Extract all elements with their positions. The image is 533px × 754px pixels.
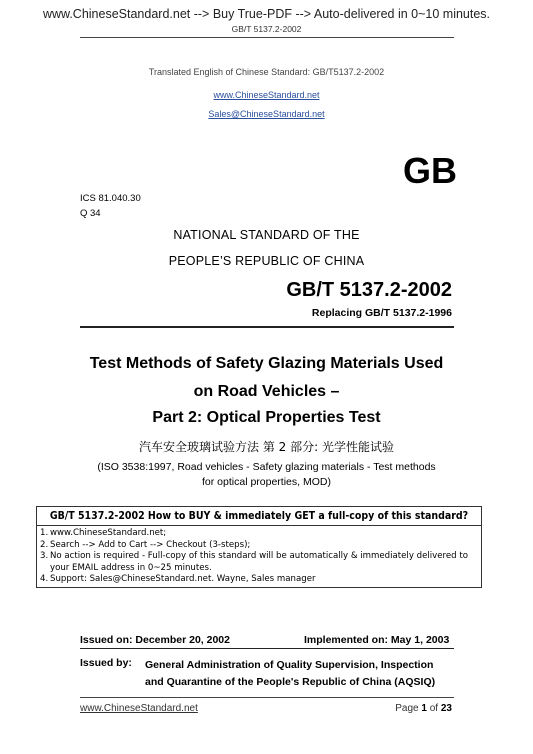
issued-by-label: Issued by: [80, 657, 132, 669]
page-number: 1 [421, 703, 427, 714]
translation-note: Translated English of Chinese Standard: GB/T5137.2-2002 [148, 67, 385, 77]
issued-by-line1: General Administration of Quality Supervision, Inspection [145, 659, 434, 671]
page-of-label: of [429, 703, 439, 714]
dates-underline [80, 648, 454, 649]
gb-logo: GB [403, 150, 457, 191]
page-total: 23 [440, 703, 452, 714]
list-item-number: 2. [40, 539, 49, 550]
issued-by-authority [145, 657, 455, 691]
footer-divider [80, 697, 454, 698]
list-item [40, 551, 480, 574]
replacing-standard: Replacing GB/T 5137.2-1996 [311, 307, 452, 319]
footer-website-link[interactable]: www.ChineseStandard.net [80, 703, 198, 714]
iso-reference: (ISO 3538:1997, Road vehicles - Safety glazing materials - Test methods for optical properties, MOD) [97, 461, 436, 488]
buy-step-website[interactable]: www.ChineseStandard.net; [50, 528, 167, 538]
national-standard-line1: NATIONAL STANDARD OF THE [173, 228, 360, 242]
list-item [40, 540, 480, 552]
standard-number: GB/T 5137.2-2002 [286, 279, 452, 301]
national-standard-line2: PEOPLE’S REPUBLIC OF CHINA [168, 254, 365, 268]
q-code: Q 34 [80, 208, 101, 219]
document-title-line3: Part 2: Optical Properties Test [152, 409, 381, 426]
header-banner: www.ChineseStandard.net --> Buy True-PDF --> Auto-delivered in 0~10 minutes. [42, 7, 491, 21]
buy-box-title: GB/T 5137.2-2002 How to BUY & immediately GET a full-copy of this standard? [49, 510, 469, 522]
document-title-line1: Test Methods of Safety Glazing Materials Used [89, 355, 444, 372]
issued-by-line2: and Quarantine of the People's Republic of China (AQSIQ) [145, 676, 436, 688]
buy-steps-list [40, 528, 480, 586]
buy-box-divider [37, 525, 481, 526]
document-title-line2: on Road Vehicles – [193, 383, 340, 400]
standard-divider [80, 326, 454, 328]
page-indicator [395, 703, 452, 714]
list-item [40, 528, 480, 540]
list-item-number: 3. [40, 551, 49, 562]
buy-step-support: Support: Sales@ChineseStandard.net. Wayne, Sales manager [50, 574, 316, 585]
translation-website-row [0, 85, 533, 103]
list-item [40, 574, 480, 586]
issued-on-date: Issued on: December 20, 2002 [80, 634, 230, 646]
buy-instructions-box [36, 506, 482, 588]
header-divider [80, 37, 454, 38]
chinese-title: 汽车安全玻璃试验方法 第 2 部分: 光学性能试验 [139, 440, 394, 454]
implemented-on-date: Implemented on: May 1, 2003 [304, 634, 450, 646]
list-item-number: 1. [40, 528, 49, 538]
email-link[interactable]: Sales@ChineseStandard.net [208, 109, 325, 119]
buy-step-delivery: No action is required - Full-copy of this standard will be automatically & immediately delivered to your EMAIL address in 0~25 minutes. [50, 551, 468, 573]
buy-step-checkout: Search --> Add to Cart --> Checkout (3-steps); [50, 539, 251, 550]
website-link[interactable]: www.ChineseStandard.net [213, 90, 320, 100]
translation-email-row [0, 104, 533, 122]
page-label: Page [395, 703, 419, 714]
header-standard-number: GB/T 5137.2-2002 [231, 24, 302, 34]
ics-code: ICS 81.040.30 [80, 193, 141, 204]
list-item-number: 4. [40, 574, 49, 585]
